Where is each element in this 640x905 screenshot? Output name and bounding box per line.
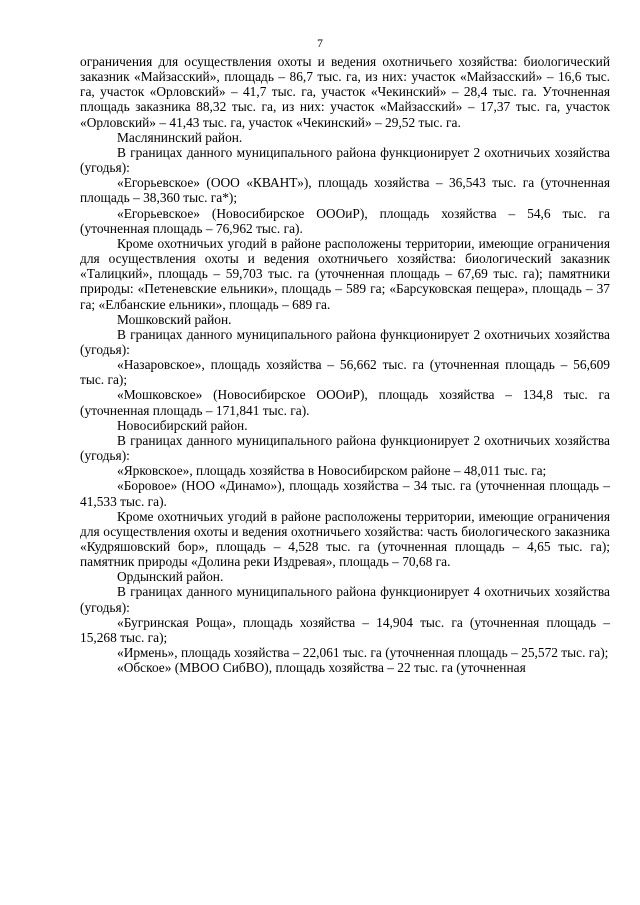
paragraph: «Назаровское», площадь хозяйства – 56,662 тыс. га (уточненная площадь – 56,609 тыс. га); — [80, 357, 610, 388]
paragraph: «Боровое» (НОО «Динамо»), площадь хозяйства – 34 тыс. га (уточненная площадь – 41,533 тыс. га). — [80, 478, 610, 509]
paragraph-continuation: ограничения для осуществления охоты и ведения охотничьего хозяйства: биологический заказник «Майзасский», площадь – 86,7 тыс. га, из них: участок «Майзасский» – 16,6 тыс. га, участок «Орловский» – 41,7 тыс. га, участок «Чекинский» – 28,4 тыс. га. Уточненная площадь заказника 88,32 тыс. га, из них: участок «Майзасский» – 17,37 тыс. га, участок «Орловский» – 41,43 тыс. га, участок «Чекинский» – 29,52 тыс. га. — [80, 54, 610, 130]
paragraph: «Мошковское» (Новосибирское ОООиР), площадь хозяйства – 134,8 тыс. га (уточненная площадь – 171,841 тыс. га). — [80, 387, 610, 418]
district-heading-novosibirsky: Новосибирский район. — [117, 417, 248, 433]
paragraph: «Егорьевское» (Новосибирское ОООиР), площадь хозяйства – 54,6 тыс. га (уточненная площадь – 76,962 тыс. га). — [80, 205, 610, 236]
paragraph: «Ярковское», площадь хозяйства в Новосибирском районе – 48,011 тыс. га; — [117, 463, 547, 479]
paragraph: Кроме охотничьих угодий в районе расположены территории, имеющие ограничения для осуществления охоты и ведения охотничьего хозяйства: часть биологического заказника «Кудряшовский бор», площадь – 4,528 тыс. га (уточненная площадь – 4,65 тыс. га); памятник природы «Долина реки Издревая», площадь – 70,68 га. — [80, 508, 610, 570]
paragraph: «Егорьевское» (ООО «КВАНТ»), площадь хозяйства – 36,543 тыс. га (уточненная площадь – 38,360 тыс. га*); — [80, 175, 610, 206]
paragraph: В границах данного муниципального района функционирует 2 охотничьих хозяйства (угодья): — [80, 326, 610, 357]
document-body — [80, 54, 610, 675]
district-heading-maslyaninsky: Маслянинский район. — [117, 129, 243, 145]
page-number: 7 — [317, 38, 323, 50]
paragraph: В границах данного муниципального района функционирует 4 охотничьих хозяйства (угодья): — [80, 584, 610, 615]
paragraph: «Ирмень», площадь хозяйства – 22,061 тыс. га (уточненная площадь – 25,572 тыс. га); — [117, 645, 609, 661]
paragraph: В границах данного муниципального района функционирует 2 охотничьих хозяйства (угодья): — [80, 432, 610, 464]
paragraph: «Обское» (МВОО СибВО), площадь хозяйства – 22 тыс. га (уточненная — [117, 660, 526, 676]
paragraph: В границах данного муниципального района функционирует 2 охотничьих хозяйства (угодья): — [80, 144, 610, 176]
district-heading-ordynsky: Ордынский район. — [117, 569, 224, 585]
district-heading-moshkovsky: Мошковский район. — [117, 311, 232, 327]
paragraph: «Бугринская Роща», площадь хозяйства – 14,904 тыс. га (уточненная площадь – 15,268 тыс. га); — [80, 614, 610, 645]
paragraph: Кроме охотничьих угодий в районе расположены территории, имеющие ограничения для осуществления охоты и ведения охотничьего хозяйства: биологический заказник «Талицкий», площадь – 59,703 тыс. га (уточненная площадь – 67,69 тыс. га); памятники природы: «Петеневские ельники», площадь – 589 га; «Барсуковская пещера», площадь – 37 га; «Елбанские ельники», площадь – 689 га. — [80, 235, 610, 312]
